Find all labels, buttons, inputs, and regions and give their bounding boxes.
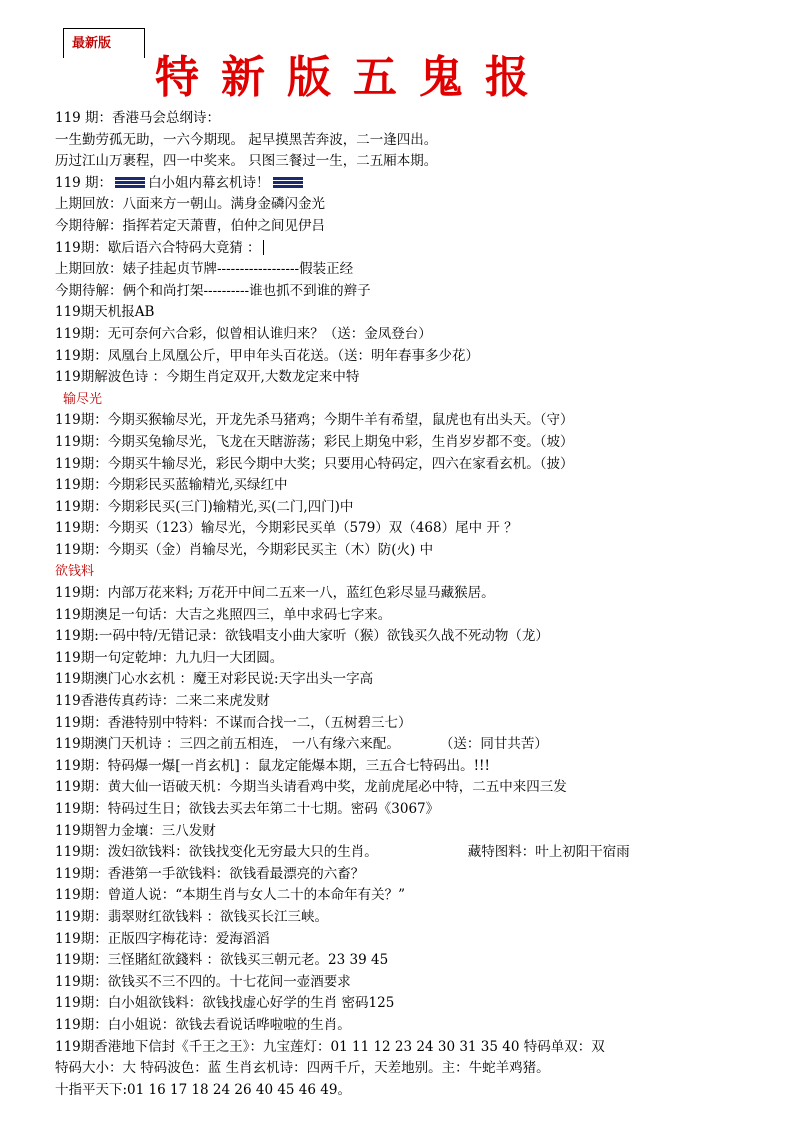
text-segment: 119期澳门天机诗 ：三四之前五相连， 一八有缘六来配。 [55, 736, 400, 753]
text-line: 119期：白小姐欲钱料：欲钱找虚心好学的生肖 密码125 [55, 995, 395, 1012]
text-line: 119期：内部万花来料; 万花开中间二五来一八，蓝红色彩尽显马藏猴居。 [55, 585, 495, 602]
text-line: 119期：凤凰台上凤凰公斤，甲申年头百花送。（送：明年春事多少花） [55, 347, 480, 364]
latest-version-badge [63, 28, 145, 58]
text-line: 119期：今期买猴输尽光，开龙先杀马猪鸡；今期牛羊有希望，鼠虎也有出头天。（守） [55, 412, 574, 429]
text-line: 119香港传真药诗：二来二来虎发财 [55, 693, 270, 710]
text-line: 上期回放：八面来方一朝山。满身金磷闪金光 [55, 196, 325, 213]
text-line: 上期回放：婊子挂起贞节牌------------------假装正经 [55, 261, 354, 278]
flag-icon [273, 177, 303, 188]
text-line: 119期：正版四字梅花诗：爱海滔滔 [55, 930, 270, 947]
text-cursor-icon [263, 240, 264, 255]
text-line: 十指平天下:01 16 17 18 24 26 40 45 46 49。 [55, 1081, 351, 1098]
flag-icon [115, 177, 145, 188]
text-line [55, 842, 790, 864]
text-line [55, 238, 790, 260]
section-heading: 欲钱料 [55, 564, 95, 580]
text-line: 今期待解：指挥若定天萧曹，伯仲之间见伊吕 [55, 217, 325, 234]
text-line [55, 734, 790, 756]
text-segment: 119期：歇后语六合特码大竟猜 ： [55, 239, 261, 256]
text-line: 119 期：香港马会总纲诗： [55, 110, 221, 126]
text-line: 119期：香港特别中特料：不谋而合找一二，（五树碧三七） [55, 714, 412, 731]
text-line: 119期：三怪賭紅欲錢料 ：欲钱买三朝元老。23 39 45 [55, 952, 389, 969]
text-line: 119期：今期买（金）肖输尽光，今期彩民买主（木）防(火) 中 [55, 541, 434, 558]
text-line: 119期：白小姐说：欲钱去看说话哗啦啦的生肖。 [55, 1016, 351, 1033]
text-line: 119期：黄大仙一语破天机：今期当头请看鸡中奖，龙前虎尾必中特，二五中来四三发 [55, 779, 567, 796]
text-segment: （送：同甘共苦） [439, 736, 548, 753]
text-line: 特码大小：大 特码波色：蓝 生肖玄机诗：四两千斤，天差地别。主：牛蛇羊鸡猪。 [55, 1060, 550, 1077]
text-line: 119期：今期彩民买蓝输精光,买绿红中 [55, 477, 288, 494]
section-heading: 输尽光 [63, 391, 103, 407]
text-line: 一生勤劳孤无助，一六今期现。 起早摸黑苦奔波，二一逢四出。 [55, 131, 438, 148]
text-line: 119期澳足一句话：大吉之兆照四三，单中求码七字来。 [55, 606, 392, 623]
text-line: 历过江山万裹程，四一中奖来。 只图三餐过一生，二五厢本期。 [55, 153, 438, 170]
text-line: 119期香港地下信封《千王之王》：九宝莲灯：01 11 12 23 24 30 31 35 40 特码单双：双 [55, 1038, 605, 1055]
text-line: 119期：特码过生日；欲钱去买去年第二十七期。密码《3067》 [55, 801, 440, 817]
text-line [55, 173, 790, 195]
text-line: 119期：无可奈何六合彩，似曾相认谁归来？（送：金凤登台） [55, 325, 432, 342]
text-line: 119期澳门心水玄机 ：魔王对彩民说:天字出头一字高 [55, 671, 374, 688]
text-line: 119期：香港第一手欲钱料：欲钱看最漂亮的六畜？ [55, 865, 365, 882]
text-line: 119期：欲钱买不三不四的。十七花间一壶酒要求 [55, 973, 351, 990]
text-line: 119期:一码中特/无错记录：欲钱唱支小曲大家听（猴）欲钱买久战不死动物（龙） [55, 628, 549, 645]
text-line: 119期智力金壤：三八发财 [55, 822, 216, 839]
text-line: 119期：特码爆一爆[一肖玄机] ：鼠龙定能爆本期，三五合七特码出。!!! [55, 757, 490, 774]
text-line: 119期：今期买兔输尽光，飞龙在天瞎游荡；彩民上期兔中彩，生肖岁岁都不变。（坡） [55, 433, 574, 450]
text-line: 119期：今期买牛输尽光，彩民今期中大奖；只要用心特码定，四六在家看玄机。（披） [55, 455, 574, 472]
badge-label: 最新版 [72, 36, 112, 51]
document-body [55, 108, 790, 1101]
text-line: 119期天机报AB [55, 304, 155, 321]
text-segment: 白小姐内幕玄机诗！ [148, 174, 270, 191]
text-line: 119期：今期彩民买(三门)输精光,买(二门,四门)中 [55, 498, 354, 515]
text-line: 119期：曾道人说：“本期生肖与女人二十的本命年有关？” [55, 887, 406, 904]
text-line: 119期：翡翠财红欲钱料 ：欲钱买长江三峡。 [55, 908, 329, 925]
text-line: 119期：今期买（123）输尽光，今期彩民买单（579）双（468）尾中 开 ？ [55, 520, 518, 537]
text-segment: 119 期： [55, 174, 113, 191]
text-segment: 藏特图料：叶上初阳干宿雨 [467, 844, 630, 861]
text-segment: 119期：泼妇欲钱料：欲钱找变化无穷最大只的生肖。 [55, 844, 378, 861]
page-title: 特新版五鬼报 [155, 52, 551, 103]
text-line: 119期解波色诗 ：今期生肖定双开,大数龙定来中特 [55, 369, 360, 386]
text-line: 今期待解：俩个和尚打架----------谁也抓不到谁的辫子 [55, 282, 371, 299]
text-line: 119期一句定乾坤：九九归一大团圆。 [55, 649, 284, 666]
